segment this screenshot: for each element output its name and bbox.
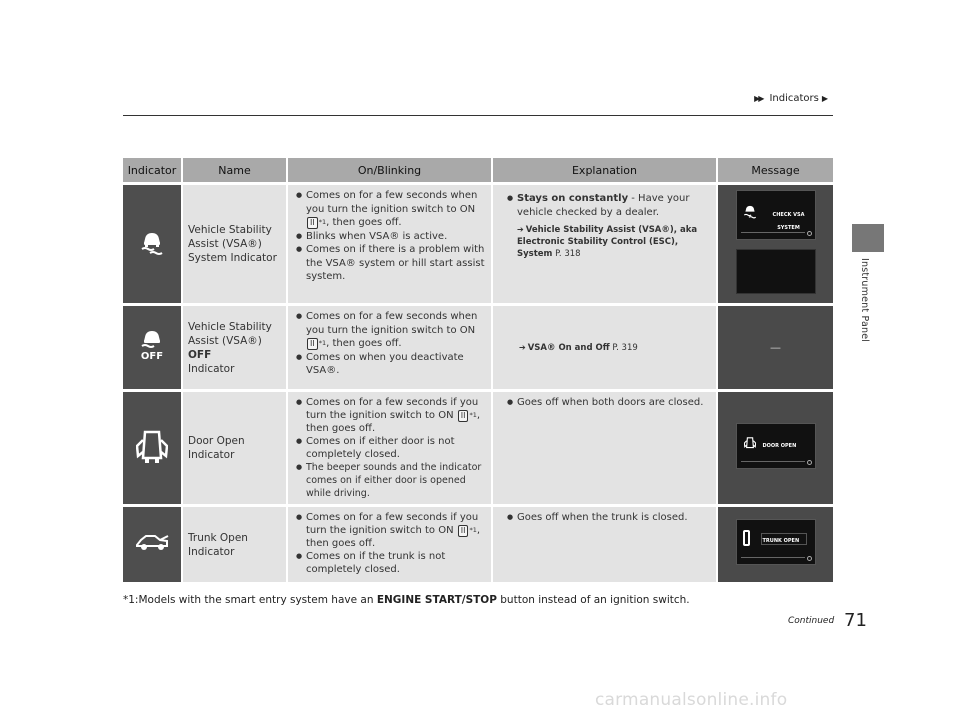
indicator-name: Trunk Open Indicator: [183, 504, 288, 582]
ignition-key-icon: II: [458, 410, 469, 422]
on-blinking-cell: [288, 303, 493, 389]
continued-label: Continued: [788, 616, 835, 626]
col-header-name: Name: [183, 158, 288, 182]
table-row: [123, 303, 833, 389]
indicator-cell: [123, 303, 183, 389]
breadcrumb: [754, 93, 830, 104]
message-screen: [736, 519, 816, 565]
message-cell: [718, 182, 833, 303]
breadcrumb-arrow-icon: ▶: [821, 94, 826, 103]
list-item: ● Comes on for a few seconds when you turn the ignition switch to ON II $^{*1}$, then goes off.: [296, 189, 487, 230]
list-item: ● Comes on for a few seconds if you turn the ignition switch to ON II $^{*1}$, then goes off.: [296, 396, 487, 435]
list-item: ● The beeper sounds and the indicator comes on if either door is opened while driving.: [296, 461, 487, 500]
vsa-skid-icon: [138, 248, 166, 259]
list-item: ● Comes on for a few seconds if you turn the ignition switch to ON II $^{*1}$, then goes off.: [296, 511, 487, 550]
list-item: ● Blinks when VSA® is active.: [296, 230, 487, 244]
reference-arrow-icon: ➔: [519, 342, 526, 352]
breadcrumb-arrows-icon: ▶▶: [754, 94, 763, 103]
col-header-indicator: Indicator: [123, 158, 183, 182]
message-cell: [718, 389, 833, 504]
indicator-name: [183, 182, 288, 303]
table-header-row: [123, 158, 833, 182]
indicator-cell: [123, 182, 183, 303]
message-screen: [736, 190, 816, 240]
on-blinking-cell: [288, 182, 493, 303]
car-top-view-icon: [743, 530, 750, 546]
col-header-explanation: Explanation: [493, 158, 718, 182]
col-header-on-blinking: On/Blinking: [288, 158, 493, 182]
door-open-icon: [744, 434, 756, 452]
table-row: [123, 389, 833, 504]
message-cell: —: [718, 303, 833, 389]
indicator-cell: [123, 389, 183, 504]
trunk-open-icon: [135, 545, 169, 556]
list-item: ● Comes on if either door is not completely closed.: [296, 435, 487, 461]
message-screen: [736, 423, 816, 469]
message-text: DOOR OPEN: [762, 442, 797, 449]
message-text: TRUNK OPEN: [762, 538, 800, 545]
indicator-cell: [123, 504, 183, 582]
blank-screen: [736, 249, 816, 294]
section-tab: [852, 224, 884, 252]
on-blinking-cell: [288, 504, 493, 582]
message-text: CHECK VSA SYSTEM: [772, 211, 805, 231]
svg-text:OFF: OFF: [140, 351, 164, 363]
list-item: ● Goes off when both doors are closed.: [507, 396, 710, 410]
explanation-cell: [493, 504, 718, 582]
section-tab-label: Instrument Panel: [859, 258, 870, 343]
vsa-off-icon: [139, 328, 165, 367]
door-open-icon: [136, 458, 168, 469]
col-header-message: Message: [718, 158, 833, 182]
vsa-skid-icon: [742, 203, 758, 219]
name-line: Assist (VSA®): [188, 238, 262, 250]
cross-reference[interactable]: ➔ Vehicle Stability Assist (VSA®), aka Electronic Stability Control (ESC), System P. 318: [517, 225, 698, 259]
explanation-cell: [493, 303, 718, 389]
list-item: ● Comes on when you deactivate VSA®.: [296, 351, 487, 378]
breadcrumb-label: Indicators: [769, 93, 819, 104]
explanation-cell: [493, 389, 718, 504]
indicator-table: [123, 158, 833, 582]
name-line: Vehicle Stability: [188, 224, 272, 236]
table-row: [123, 182, 833, 303]
cross-reference[interactable]: ➔ VSA® On and Off P. 319: [519, 342, 638, 353]
list-item: ● Comes on if there is a problem with the VSA® system or hill start assist system.: [296, 243, 487, 284]
explanation-cell: [493, 182, 718, 303]
table-row: [123, 504, 833, 582]
list-item: ● Comes on for a few seconds when you turn the ignition switch to ON II $^{*1}$, then goes off.: [296, 310, 487, 351]
footnote: *1:Models with the smart entry system have an ENGINE START/STOP button instead of an ignition switch.: [123, 594, 690, 606]
list-item: ● Goes off when the trunk is closed.: [507, 511, 710, 525]
name-line: System Indicator: [188, 252, 277, 264]
indicator-name: Door Open Indicator: [183, 389, 288, 504]
ignition-key-icon: II: [307, 217, 318, 229]
on-blinking-cell: [288, 389, 493, 504]
watermark: carmanualsonline.info: [595, 690, 788, 710]
header-rule: [123, 115, 833, 116]
ignition-key-icon: II: [458, 525, 469, 537]
list-item: ● Comes on if the trunk is not completely closed.: [296, 550, 487, 576]
ignition-key-icon: II: [307, 338, 318, 350]
page-number: 71: [844, 610, 867, 631]
list-item: ● Stays on constantly - Have your vehicle checked by a dealer.: [507, 192, 710, 219]
indicator-name: Vehicle Stability Assist (VSA®) OFF Indicator: [183, 303, 288, 389]
reference-arrow-icon: ➔: [517, 225, 524, 234]
message-cell: [718, 504, 833, 582]
